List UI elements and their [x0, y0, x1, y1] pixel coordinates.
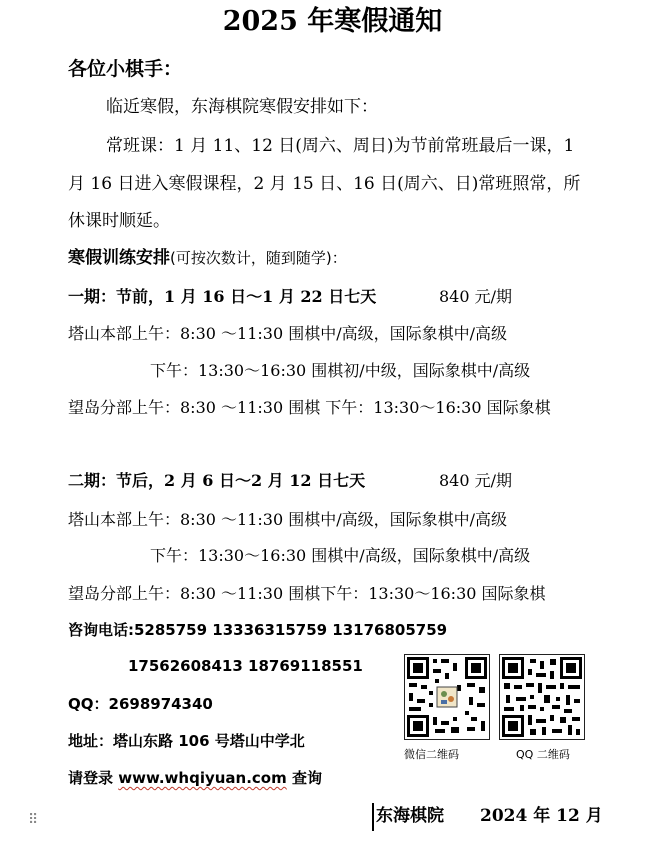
phone-line-1: [68, 623, 447, 638]
period1-heading: 一期：节前，1 月 16 日～1 月 22 日七天: [68, 287, 377, 306]
greeting: 各位小棋手：: [68, 58, 183, 80]
text-cursor: [372, 803, 374, 831]
period2-tashan-pm: 下午：13:30～16:30 围棋中/高级，国际象棋中/高级: [150, 546, 531, 565]
phone-numbers-1: 5285759 13336315759 13176805759: [134, 621, 448, 639]
signature-org: 东海棋院: [376, 806, 444, 826]
wechat-qr-code: [404, 654, 490, 740]
signature-date: 2024 年 12 月: [480, 806, 603, 826]
notice-title: 2025 年寒假通知: [222, 6, 443, 37]
intro-text: 临近寒假，东海棋院寒假安排如下：: [106, 97, 378, 117]
period1-price: 840 元/期: [439, 287, 513, 306]
period1-tashan-am: 塔山本部上午：8:30 ～11:30 围棋中/高级，国际象棋中/高级: [68, 324, 507, 343]
period2-tashan-am: 塔山本部上午：8:30 ～11:30 围棋中/高级，国际象棋中/高级: [68, 510, 507, 529]
drag-handle-icon[interactable]: ⠿: [28, 812, 39, 828]
period1-wangdao: 望岛分部上午：8:30 ～11:30 围棋 下午：13:30～16:30 国际象棋: [68, 398, 551, 417]
address: 地址：塔山东路 106 号塔山中学北: [68, 732, 305, 750]
training-note: (可按次数计，随到随学)：: [170, 249, 347, 267]
period2-price: 840 元/期: [439, 471, 513, 490]
qq-number: QQ：2698974340: [68, 695, 213, 713]
regular-class-line-2: 月 16 日进入寒假课程，2 月 15 日、16 日(周六、日)常班照常，所: [68, 174, 581, 194]
qq-qr-caption: QQ 二维码: [516, 748, 570, 761]
website-line: [68, 771, 322, 786]
website-link[interactable]: www.whqiyuan.com: [118, 769, 287, 787]
phone-numbers-2: 17562608413 18769118551: [128, 657, 363, 675]
period2-wangdao: 望岛分部上午：8:30 ～11:30 围棋下午：13:30～16:30 国际象棋: [68, 584, 546, 603]
period2-heading: 二期：节后，2 月 6 日～2 月 12 日七天: [68, 471, 366, 490]
website-prefix: 请登录: [68, 769, 119, 787]
website-suffix: 查询: [286, 769, 322, 787]
qq-qr-code: [499, 654, 585, 740]
period1-tashan-pm: 下午：13:30～16:30 围棋初/中级，国际象棋中/高级: [150, 361, 531, 380]
wechat-qr-caption: 微信二维码: [404, 748, 459, 761]
training-heading-line: [68, 250, 347, 267]
regular-class-line-3: 休课时顺延。: [68, 211, 170, 231]
training-heading: 寒假训练安排: [68, 248, 170, 268]
phone-label: 咨询电话:: [68, 621, 134, 639]
regular-class-line-1: 常班课：1 月 11、12 日(周六、周日)为节前常班最后一课，1: [106, 136, 575, 156]
